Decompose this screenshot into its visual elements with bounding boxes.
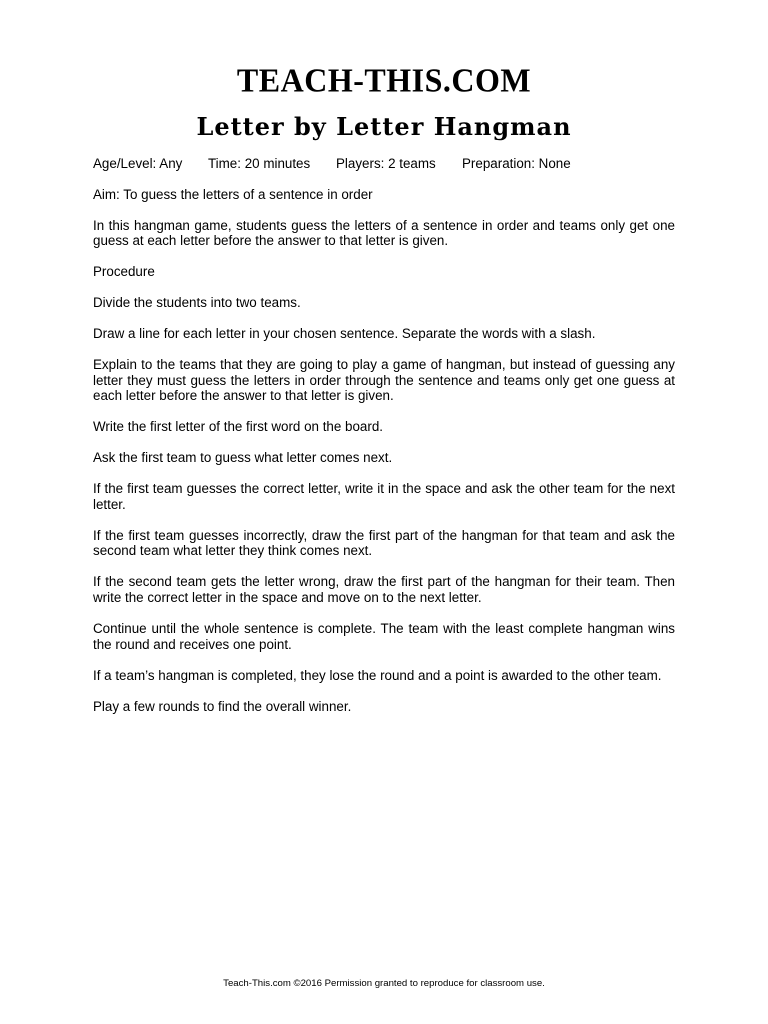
procedure-step: If the second team gets the letter wrong, draw the first part of the hangman for their team. Then write the correct letter in the space and move on to the next letter. (93, 574, 675, 605)
procedure-step: If the first team guesses incorrectly, draw the first part of the hangman for that team and ask the second team what letter they think comes next. (93, 527, 675, 559)
procedure-step: Divide the students into two teams. (93, 295, 301, 311)
procedure-step: Ask the first team to guess what letter comes next. (93, 450, 393, 466)
procedure-step: Continue until the whole sentence is complete. The team with the least complete hangman wins the round and receives one point. (93, 620, 675, 652)
procedure-step: Write the first letter of the first word on the board. (93, 419, 384, 435)
activity-meta (93, 156, 675, 172)
procedure-step: Draw a line for each letter in your chosen sentence. Separate the words with a slash. (93, 326, 596, 342)
procedure-step: Explain to the teams that they are going to play a game of hangman, but instead of guessing any letter they must guess the letters in order through the sentence and teams only get one guess at each letter before the answer to that letter is given. (93, 357, 675, 404)
aim-text: Aim: To guess the letters of a sentence in order (93, 186, 373, 202)
worksheet-content (93, 156, 675, 730)
procedure-step: If a team’s hangman is completed, they lose the round and a point is awarded to the other team. (93, 667, 662, 683)
brand-logo-text: TEACH-THIS.COM (236, 61, 532, 99)
copyright-footer: Teach-This.com ©2016 Permission granted to reproduce for classroom use. (223, 978, 545, 989)
meta-age-level: Age/Level: Any (93, 156, 183, 171)
procedure-step: Play a few rounds to find the overall winner. (93, 698, 352, 714)
meta-time: Time: 20 minutes (208, 156, 311, 171)
meta-players: Players: 2 teams (336, 156, 436, 171)
procedure-heading: Procedure (93, 264, 155, 280)
page-title: Letter by Letter Hangman (196, 112, 572, 141)
intro-paragraph: In this hangman game, students guess the letters of a sentence in order and teams only get one guess at each letter before the answer to that letter is given. (93, 217, 675, 249)
meta-preparation: Preparation: None (462, 156, 571, 171)
procedure-step: If the first team guesses the correct letter, write it in the space and ask the other team for the next letter. (93, 481, 675, 512)
